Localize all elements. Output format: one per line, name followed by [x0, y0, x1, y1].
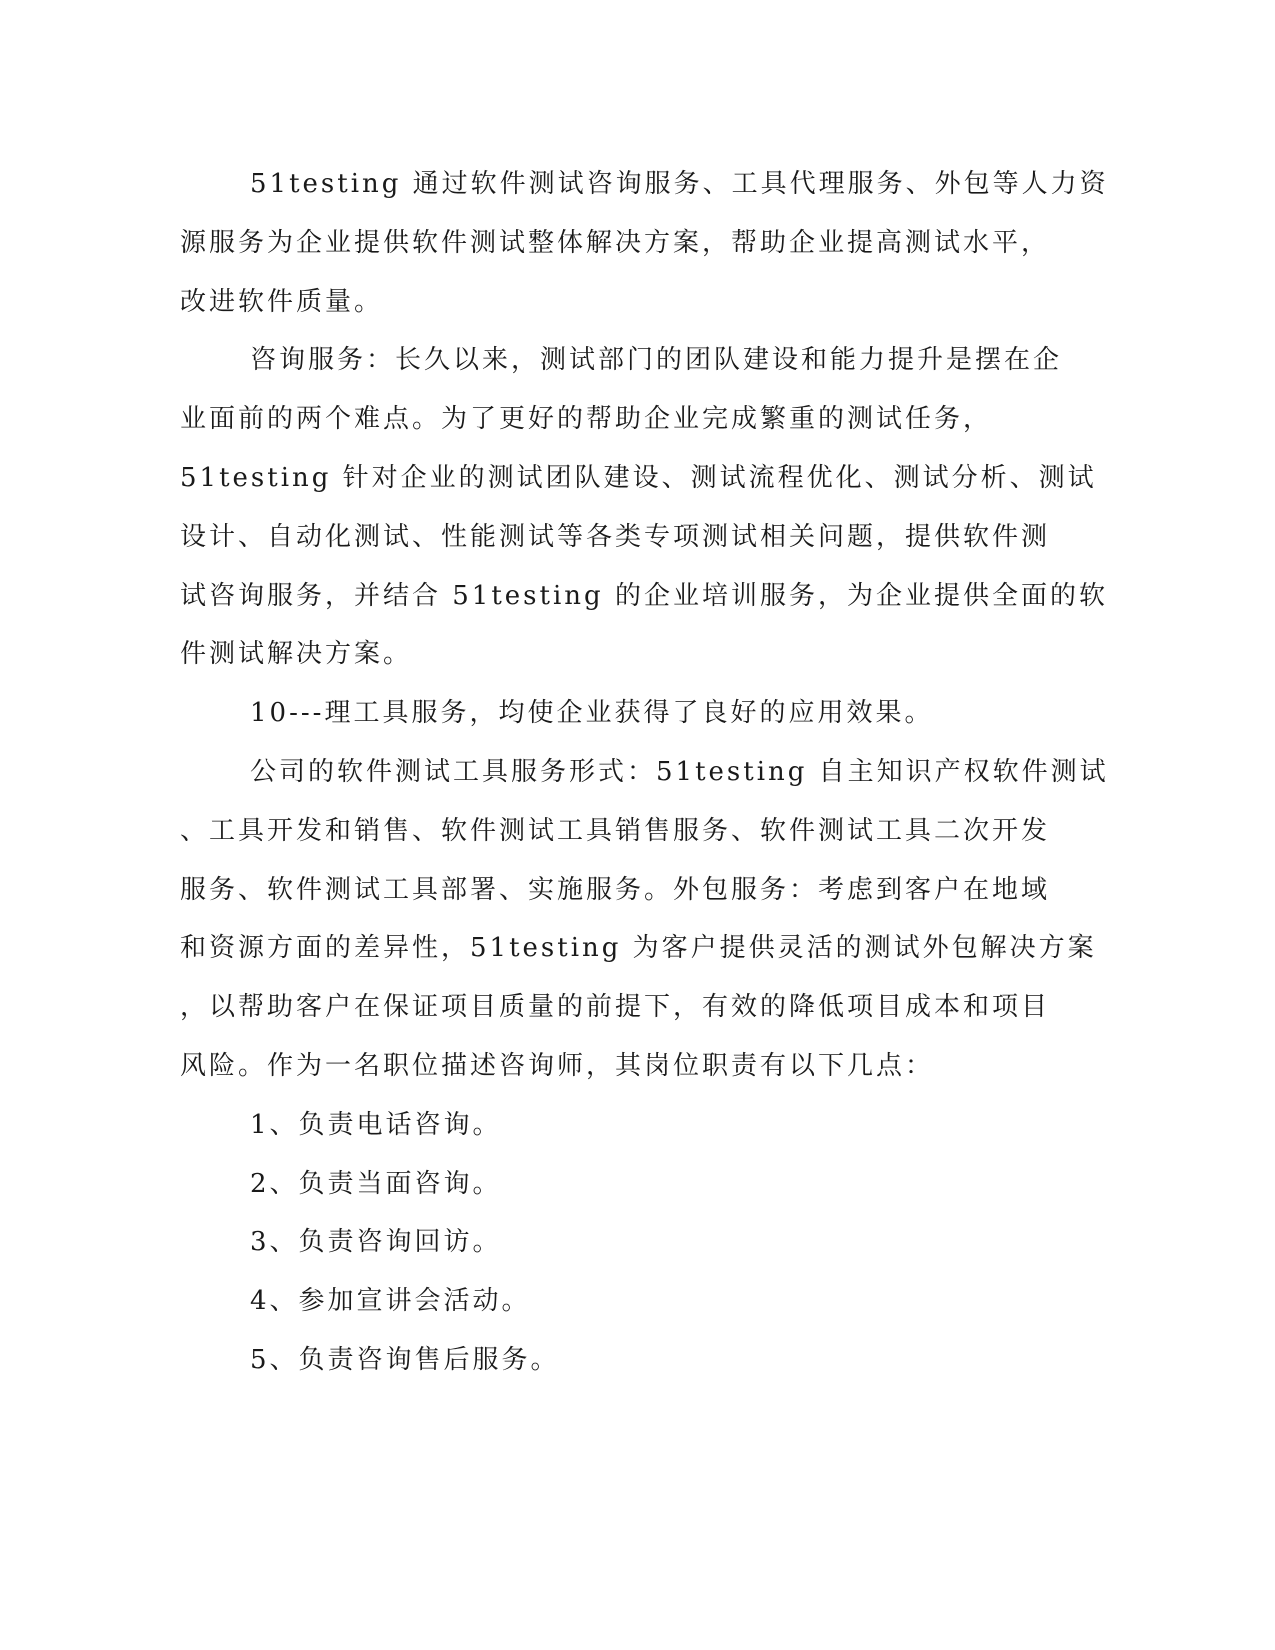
text-line: 10---理工具服务，均使企业获得了良好的应用效果。	[250, 698, 934, 729]
text-line: 改进软件质量。	[180, 286, 384, 317]
paragraph-consulting	[180, 331, 1108, 684]
text-line: 公司的软件测试工具服务形式：51testing 自主知识产权软件测试	[250, 756, 1109, 787]
text-line: ，以帮助客户在保证项目质量的前提下，有效的降低项目成本和项目	[180, 992, 1051, 1023]
list-item: 4、参加宣讲会活动。	[250, 1286, 531, 1317]
paragraph-intro	[180, 155, 1109, 331]
text-line: 试咨询服务，并结合 51testing 的企业培训服务，为企业提供全面的软	[180, 580, 1108, 611]
list-item: 3、负责咨询回访。	[250, 1227, 502, 1258]
text-line: 51testing 针对企业的测试团队建设、测试流程优化、测试分析、测试	[180, 462, 1097, 493]
list-item: 5、负责咨询售后服务。	[250, 1344, 560, 1375]
list-item: 2、负责当面咨询。	[250, 1168, 502, 1199]
text-line: 源服务为企业提供软件测试整体解决方案，帮助企业提高测试水平，	[180, 227, 1051, 258]
text-line: 51testing 通过软件测试咨询服务、工具代理服务、外包等人力资	[250, 169, 1109, 199]
text-line: 服务、软件测试工具部署、实施服务。外包服务：考虑到客户在地域	[180, 874, 1051, 905]
text-line: 业面前的两个难点。为了更好的帮助企业完成繁重的测试任务，	[180, 404, 993, 435]
document-body	[180, 155, 1109, 1390]
duties-list	[180, 1096, 1080, 1390]
text-line: 设计、自动化测试、性能测试等各类专项测试相关问题，提供软件测	[180, 521, 1051, 552]
text-line: 件测试解决方案。	[180, 639, 413, 670]
text-line: 和资源方面的差异性，51testing 为客户提供灵活的测试外包解决方案	[180, 933, 1097, 964]
list-item: 1、负责电话咨询。	[250, 1109, 502, 1140]
text-line: 、工具开发和销售、软件测试工具销售服务、软件测试工具二次开发	[180, 815, 1051, 846]
text-line: 风险。作为一名职位描述咨询师，其岗位职责有以下几点：	[180, 1050, 935, 1081]
paragraph-tool-service	[180, 684, 1080, 743]
paragraph-service-forms	[180, 743, 1109, 1096]
text-line: 咨询服务：长久以来，测试部门的团队建设和能力提升是摆在企	[250, 345, 1063, 376]
